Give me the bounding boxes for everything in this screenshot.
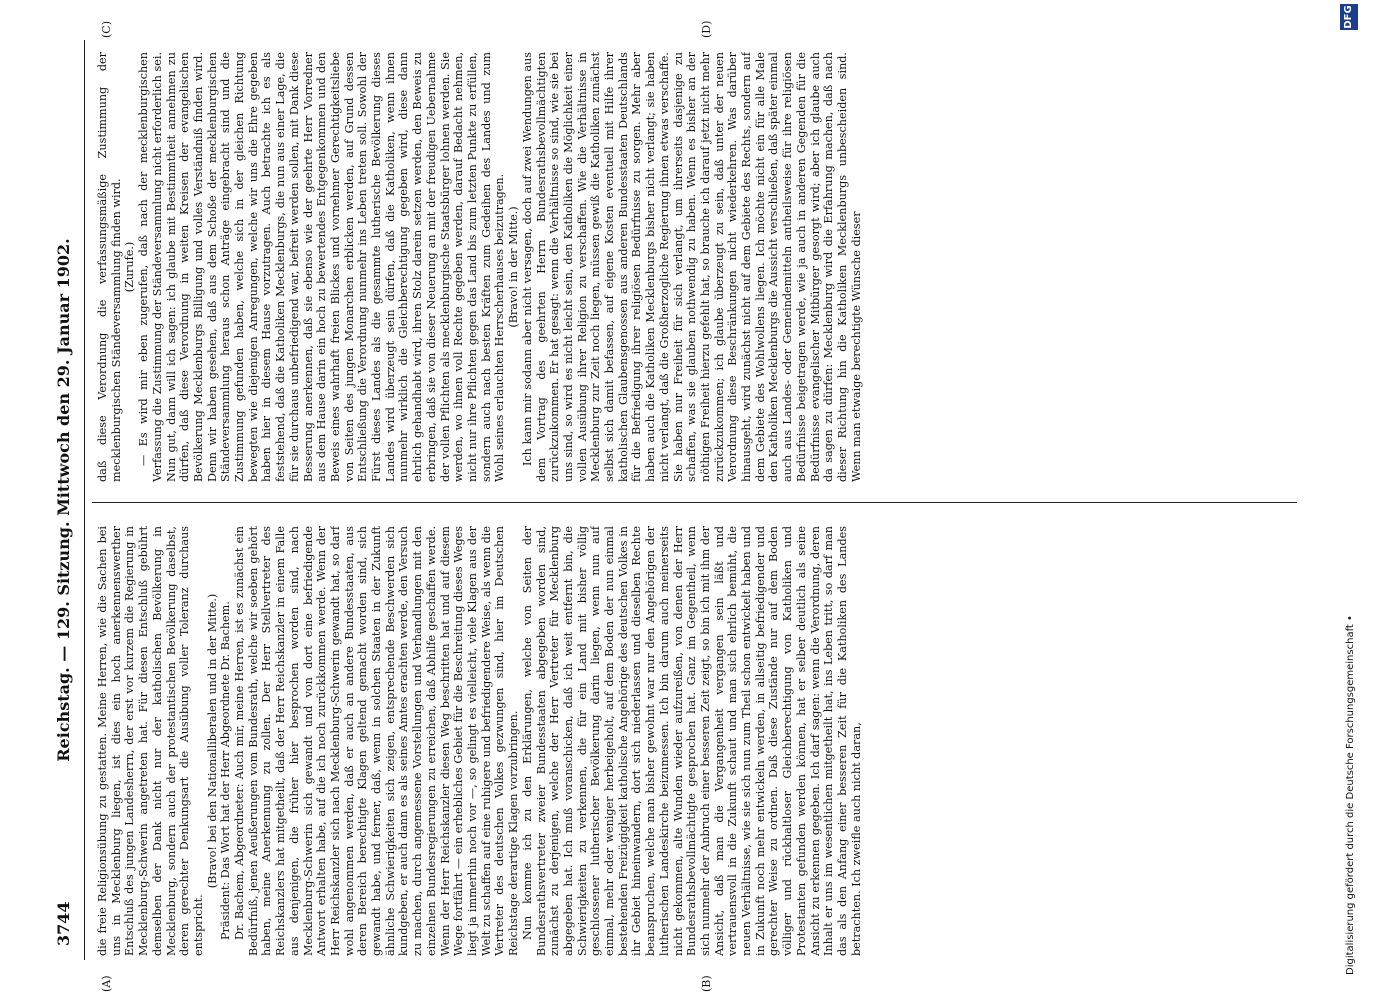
paragraph: Ich kann mir sodann aber nicht versagen, doch auf zwei Wendungen aus dem Vortrag des geehrten Herrn Bundesrathsbevollmächtigten zurückzukommen. Er hat gesagt: wenn die Verhältnisse so sind, wie sie bei uns sind, so wird es nicht leicht sein, den Katholiken die Möglichkeit einer vollen Ausübung ihrer Religion zu verschaffen. Wie die Verhältnisse in Mecklenburg zur Zeit noch liegen, müssen gewiß die Katholiken zunächst selbst sich damit befassen, auf eigene Kosten eventuell mit Hilfe ihrer katholischen Glaubensgenossen aus anderen Bundesstaaten Deutschlands für die Befriedigung ihrer religiösen Bedürfnisse zu sorgen. Mehr aber haben auch die Katholiken Mecklenburgs bisher nicht verlangt; sie haben nicht verlangt, daß die Großherzogliche Regierung ihnen etwas verschaffe. Sie haben nur Freiheit für sich verlangt, um ihrerseits dasjenige zu schaffen, was sie glauben nothwendig zu haben. Wenn es bisher an der nöthigen Freiheit hierzu gefehlt hat, so brauche ich darauf jetzt nicht mehr zurückzukommen; ich glaube überzeugt zu sein, daß unter der neuen Verordnung diese Beschränkungen nicht wiederkehren. Was darüber hinausgeht, wird zunächst nicht auf dem Gebiete des Rechts, sondern auf dem Gebiete des Wohlwollens liegen. Ich möchte nicht ein für alle Male den Katholiken Mecklenburgs die Aussicht verschließen, daß später einmal auch aus Landes- oder Gemeindemitteln antheilsweise für ihre religiösen Bedürfnisse beigetragen werde, wie ja auch in anderen Gegenden für die Bedürfnisse evangelischer Mitbürger gesorgt wird; aber ich glaube auch da sagen zu dürfen: Mecklenburg wird die Erfahrung machen, daß nach dieser Richtung hin die Katholiken Mecklenburgs unbescheiden sind. Wenn man etwaige berechtigte Wünsche dieser bbox=[520, 52, 863, 482]
margin-mark-a: (A) bbox=[100, 975, 113, 992]
digitization-credit: Digitalisierung gefördert durch die Deutsche Forschungsgemeinschaft • bbox=[1345, 615, 1356, 975]
margin-mark-c: (C) bbox=[100, 21, 113, 38]
paragraph: die freie Religionsübung zu gestatten. Meine Herren, wie die Sachen bei uns in Mecklenburg liegen, ist dies ein hoch anerkennenswerther Entschluß des jungen Landesherrn, der erst vor kurzem die Regierung in Mecklenburg-Schwerin angetreten hat. Für diesen Entschluß gebührt demselben der Dank nicht nur der katholischen Bevölkerung in Mecklenburg, sondern auch der protestantischen Bevölkerung daselbst, deren gerechter Denkungsart die Ausübung voller Toleranz durchaus entspricht. bbox=[96, 526, 205, 956]
text-column-left bbox=[96, 526, 1296, 956]
paragraph: daß diese Verordnung die verfassungsmäßige Zustimmung der mecklenburgischen Ständeversammlung finden wird. bbox=[96, 52, 123, 482]
header-rule bbox=[84, 40, 85, 960]
paragraph: Präsident: Das Wort hat der Herr Abgeordnete Dr. Bachem. bbox=[219, 601, 233, 940]
page-title: Reichstag. — 129. Sitzung. Mittwoch den 29. Januar 1902. bbox=[54, 238, 73, 762]
paragraph: Dr. Bachem, Abgeordneter: Auch mir, meine Herren, ist es zunächst ein Bedürfniß, jenen Aeußerungen vom Bundesrath, welche wir soeben gehört haben, meine Anerkennung zu zollen. Der Herr Stellvertreter des Reichskanzlers hat mitgetheilt, daß der Herr Reichskanzler in einem Falle aus denjenigen, die früher hier besprochen worden sind, nach Mecklenburg-Schwerin sich gewandt und von dort eine befriedigende Antwort erhalten habe, auf die ich noch zurückkommen werde. Wenn der Herr Reichskanzler sich nach Mecklenburg-Schwerin gewandt hat, so darf wohl angenommen werden, daß er auch an andere Bundesstaaten, aus deren Bereich berechtigte Klagen geltend gemacht worden sind, sich gewandt habe, und ferner, daß, wenn in solchen Staaten in der Zukunft ähnliche Schwierigkeiten sich zeigen, entsprechende Beschwerden sich kundgeben, er auch dann es als seines Amtes erachten werde, den Versuch zu machen, durch angemessene Vorstellungen und Verhandlungen mit den einzelnen Bundesregierungen zu erreichen, daß Abhilfe geschaffen werde. Wenn der Herr Reichskanzler diesen Weg beschritten hat und auf diesem Wege fortfährt — ein erhebliches Gebiet für die Beschreitung dieses Weges liegt ja immerhin noch vor —, so gelingt es vielleicht, viele Klagen aus der Welt zu schaffen auf eine ruhigere und befriedigendere Weise, als wenn die Vertreter des deutschen Volkes gezwungen sind, hier im Deutschen Reichstage derartige Klagen vorzubringen. bbox=[233, 526, 521, 956]
margin-mark-b: (B) bbox=[700, 975, 713, 992]
dfg-logo: DFG bbox=[1340, 4, 1358, 30]
column-divider bbox=[92, 502, 1297, 503]
paragraph: Nun komme ich zu den Erklärungen, welche von Seiten der Bundesrathsvertreter zweier Bundesstaaten abgegeben worden sind, zunächst zu derjenigen, welche der Herr Vertreter für Mecklenburg abgegeben hat. Ich muß voranschicken, daß ich weit entfernt bin, die Schwierigkeiten zu verkennen, die für ein Land mit bisher völlig geschlossener lutherischer Bevölkerung darin liegen, wenn nun auf einmal, mehr oder weniger herbeigeholt, auf dem Boden der nun einmal bestehenden Freizügigkeit katholische Angehörige des deutschen Volkes in ihr Gebiet hineinwandern, dort sich niederlassen und dieselben Rechte beanspruchen, welche man bisher gewohnt war nur den Angehörigen der lutherischen Landeskirche beizumessen. Ich bin darum auch meinerseits nicht gekommen, alte Wunden wieder aufzureißen, von denen der Herr Bundesrathsbevollmächtigte gesprochen hat. Ganz im Gegentheil, wenn sich nunmehr der Anbruch einer besseren Zeit zeigt, so bin ich mit ihm der Ansicht, daß man die Vergangenheit vergangen sein läßt und vertrauensvoll in die Zukunft schaut und man sich ehrlich bemüht, die neuen Verhältnisse, wie sie sich nun zum Theil schon entwickelt haben und in Zukunft noch mehr entwickeln werden, in allseitig befriedigender und gerechter Weise zu ordnen. Daß diese Zustände nur auf dem Boden völliger und rückhaltloser Gleichberechtigung von Katholiken und Protestanten gefunden werden können, hat er selber deutlich als seine Ansicht zu erkennen gegeben. Ich darf sagen: wenn die Verordnung, deren Inhalt er uns im wesentlichen mitgetheilt hat, ins Leben tritt, so darf man das als den Anfang einer besseren Zeit für die Katholiken des Landes betrachten. Ich zweifle auch nicht daran, bbox=[520, 526, 863, 956]
paragraph: — Es wird mir eben zugerufen, daß nach der mecklenburgischen Verfassung die Zustimmung der Ständeversammlung nicht erforderlich sei. Nun gut, dann will ich sagen: ich glaube mit Bestimmtheit annehmen zu dürfen, daß diese Verordnung in weiten Kreisen der evangelischen Bevölkerung Mecklenburgs Billigung und volles Verständniß finden wird. Denn wir haben gesehen, daß aus dem Schoße der mecklenburgischen Ständeversammlung heraus schon Anträge eingebracht sind und die Zustimmung gefunden haben, welche sich in der gleichen Richtung bewegten wie diejenigen Anregungen, welche wir uns die Ehre gegeben haben hier in diesem Hause vorzutragen. Auch betrachte ich es als feststehend, daß die Katholiken Mecklenburgs, die nun aus einer Lage, die für sie durchaus unbefriedigend war, befreit werden sollen, mit Dank diese Besserung anerkennen, daß sie ebenso wie der geehrte Herr Vorredner aus dem Hause darin ein hoch zu bewertendes Entgegenkommen und den Beweis eines wahrhaft freien Blickes und vornehmer Gerechtigkeitsliebe von Seiten des jungen Monarchen erblicken werden, auf Grund dessen Entschließung die Verordnung nunmehr ins Leben treten soll. Sowohl der Fürst dieses Landes als die gesammte lutherische Bevölkerung dieses Landes wird überzeugt sein dürfen, daß die Katholiken, wenn ihnen nunmehr wirklich die Gleichberechtigung gegeben wird, diese dann ehrlich gehandhabt wird, ihren Stolz darein setzen werden, den Beweis zu erbringen, daß sie von dieser Neuerung an mit der freudigen Uebernahme der vollen Pflichten als mecklenburgische Staatsbürger lohnen werden. Sie werden, wo ihnen voll Rechte gegeben werden, darauf Bedacht nehmen, nicht nur ihre Pflichten gegen das Land bis zum letzten Punkte zu erfüllen, sondern auch nach besten Kräften zum Gedeihen des Landes und zum Wohl seines erlauchten Herrscherhauses beizutragen. bbox=[137, 52, 507, 482]
page-number: 3744 bbox=[54, 901, 73, 946]
interjection: (Zurufe.) bbox=[123, 241, 137, 293]
interjection: (Bravo! in der Mitte.) bbox=[507, 206, 521, 328]
interjection: (Bravo! bei den Nationalliberalen und in der Mitte.) bbox=[205, 593, 219, 889]
page-header bbox=[48, 40, 82, 960]
margin-mark-d: (D) bbox=[700, 20, 713, 38]
text-column-right bbox=[96, 52, 1296, 482]
